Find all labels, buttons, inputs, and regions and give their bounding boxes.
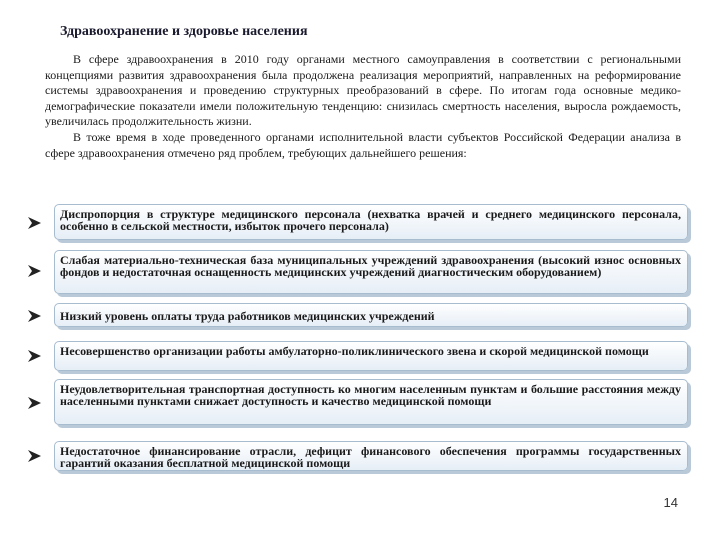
- arrow-bullet-icon: [27, 348, 43, 364]
- intro-text: [45, 52, 681, 161]
- arrow-bullet-icon: [27, 448, 43, 464]
- problem-box: Диспропорция в структуре медицинского персонала (нехватка врачей и среднего медицинского персонала, особенно в сельской местности, избыток прочего персонала): [54, 204, 688, 240]
- problem-item-4: [24, 339, 688, 373]
- problem-item-1: [24, 202, 688, 242]
- problem-box: Слабая материально-техническая база муниципальных учреждений здравоохранения (высокий износ основных фондов и недостаточная оснащенность медицинских учреждений диагностическим оборудованием): [54, 250, 688, 294]
- intro-paragraph-2: В тоже время в ходе проведенного органами исполнительной власти субъектов Российской Федерации анализа в сфере здравоохранения отмечено ряд проблем, требующих дальнейшего решения:: [45, 129, 681, 160]
- problem-box: Неудовлетворительная транспортная доступность ко многим населенным пунктам и большие расстояния между населенными пунктами снижает доступность и качество медицинской помощи: [54, 379, 688, 425]
- problem-item-6: [24, 439, 688, 473]
- problem-item-5: [24, 379, 688, 429]
- problem-box: Недостаточное финансирование отрасли, дефицит финансового обеспечения программы государственных гарантий оказания бесплатной медицинской помощи: [54, 441, 688, 471]
- slide-title: Здравоохранение и здоровье населения: [60, 24, 308, 39]
- problem-item-2: [24, 248, 688, 296]
- intro-paragraph-1: В сфере здравоохранения в 2010 году органами местного самоуправления в соответствии с региональными концепциями развития здравоохранения была продолжена реализация мероприятий, направленных на реформирование системы здравоохранения и проведению структурных преобразований в сфере. По итогам года основные медико-демографические показатели имели положительную тенденцию: снизилась смертность населения, выросла рождаемость, увеличилась продолжительность жизни.: [45, 52, 681, 129]
- problem-box: Несовершенство организации работы амбулаторно-поликлинического звена и скорой медицинской помощи: [54, 341, 688, 371]
- problem-item-3: [24, 301, 688, 329]
- arrow-bullet-icon: [27, 263, 43, 279]
- arrow-bullet-icon: [27, 395, 43, 411]
- problem-box: Низкий уровень оплаты труда работников медицинских учреждений: [54, 303, 688, 327]
- arrow-bullet-icon: [27, 215, 43, 231]
- arrow-bullet-icon: [27, 308, 43, 324]
- page-number: 14: [663, 495, 678, 510]
